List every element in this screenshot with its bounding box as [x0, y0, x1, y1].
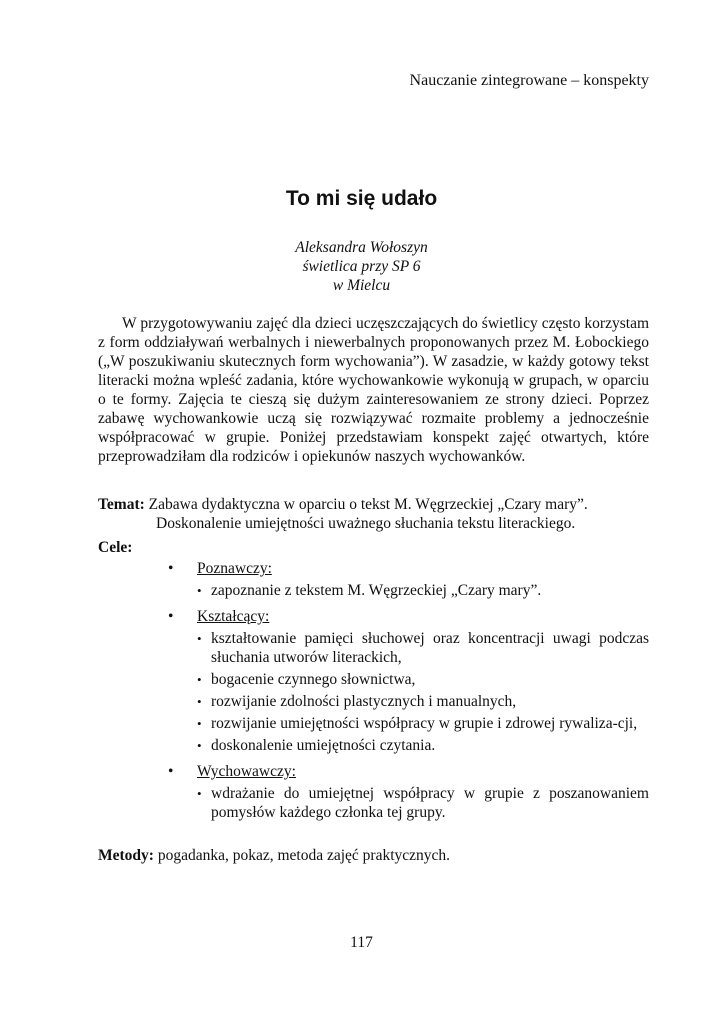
running-header: Nauczanie zintegrowane – konspekty [409, 72, 649, 89]
list-item [98, 670, 649, 689]
item-text: rozwijanie umiejętności współpracy w grupie i zdrowej rywaliza-cji, [211, 715, 638, 732]
bullet-icon: • [197, 583, 202, 598]
category-label: Wychowawczy: [197, 763, 296, 780]
goal-category-wychowawczy [98, 762, 649, 784]
item-text: zapoznanie z tekstem M. Węgrzeckiej „Czary mary”. [211, 582, 542, 599]
item-text: kształtowanie pamięci słuchowej oraz koncentracji uwagi podczas słuchania utworów literackich, [211, 630, 649, 666]
temat-continuation: Doskonalenie umiejętności uważnego słuchania tekstu literackiego. [156, 515, 576, 532]
author-name: Aleksandra Wołoszyn [295, 239, 428, 256]
item-text: rozwijanie zdolności plastycznych i manualnych, [211, 693, 517, 710]
intro-paragraph: W przygotowywaniu zajęć dla dzieci uczęszczających do świetlicy często korzystam z form oddziaływań werbalnych i niewerbalnych proponowanych przez M. Łobockiego („W poszukiwaniu skutecznych form wychowania”). W zasadzie, w każdy gotowy tekst literacki można wpleść zadania, które wychowankowie wykonują w grupach, w oparciu o te formy. Zajęcia te cieszą się dużym zainteresowaniem ze strony dzieci. Poprzez zabawę wychowankowie uczą się rozwiązywać rozmaite problemy a jednocześnie współpracować w grupie. Poniżej przedstawiam konspekt zajęć otwartych, które przeprowadziłam dla rodziców i opiekunów naszych wychowanków. [98, 315, 649, 465]
metody-text: pogadanka, pokaz, metoda zajęć praktycznych. [157, 847, 451, 864]
list-item [98, 736, 649, 755]
list-item [98, 784, 649, 822]
author-block [0, 238, 723, 295]
list-item [98, 581, 649, 600]
metody-label: Metody: [98, 847, 154, 864]
cele-heading [98, 538, 649, 557]
bullet-icon: • [168, 560, 174, 577]
item-text: wdrażanie do umiejętnej współpracy w grupie z poszanowaniem pomysłów każdego członka tej grupy. [211, 785, 649, 821]
author-city: w Mielcu [332, 277, 391, 294]
metody-line [98, 846, 649, 865]
page-number: 117 [350, 934, 373, 951]
bullet-icon: • [197, 631, 202, 646]
author-affiliation: świetlica przy SP 6 [302, 258, 421, 275]
temat-line [98, 495, 649, 514]
item-text: doskonalenie umiejętności czytania. [211, 737, 436, 754]
list-item [98, 629, 649, 667]
item-text: bogacenie czynnego słownictwa, [211, 671, 416, 688]
goals-list [98, 559, 649, 825]
article-title: To mi się udało [285, 187, 438, 210]
temat-label: Temat: [98, 496, 145, 513]
bullet-icon: • [197, 694, 202, 709]
bullet-icon: • [197, 786, 202, 801]
bullet-icon: • [168, 763, 174, 780]
bullet-icon: • [197, 672, 202, 687]
category-label: Poznawczy: [197, 560, 272, 577]
bullet-icon: • [197, 716, 202, 731]
list-item [98, 692, 649, 711]
bullet-icon: • [168, 608, 174, 625]
list-item [98, 714, 649, 733]
goal-category-poznawczy [98, 559, 649, 581]
cele-label: Cele: [98, 539, 133, 556]
category-label: Kształcący: [197, 608, 270, 625]
temat-text: Zabawa dydaktyczna w oparciu o tekst M. Węgrzeckiej „Czary mary”. [148, 496, 588, 513]
bullet-icon: • [197, 738, 202, 753]
goal-category-ksztalcacy [98, 607, 649, 629]
